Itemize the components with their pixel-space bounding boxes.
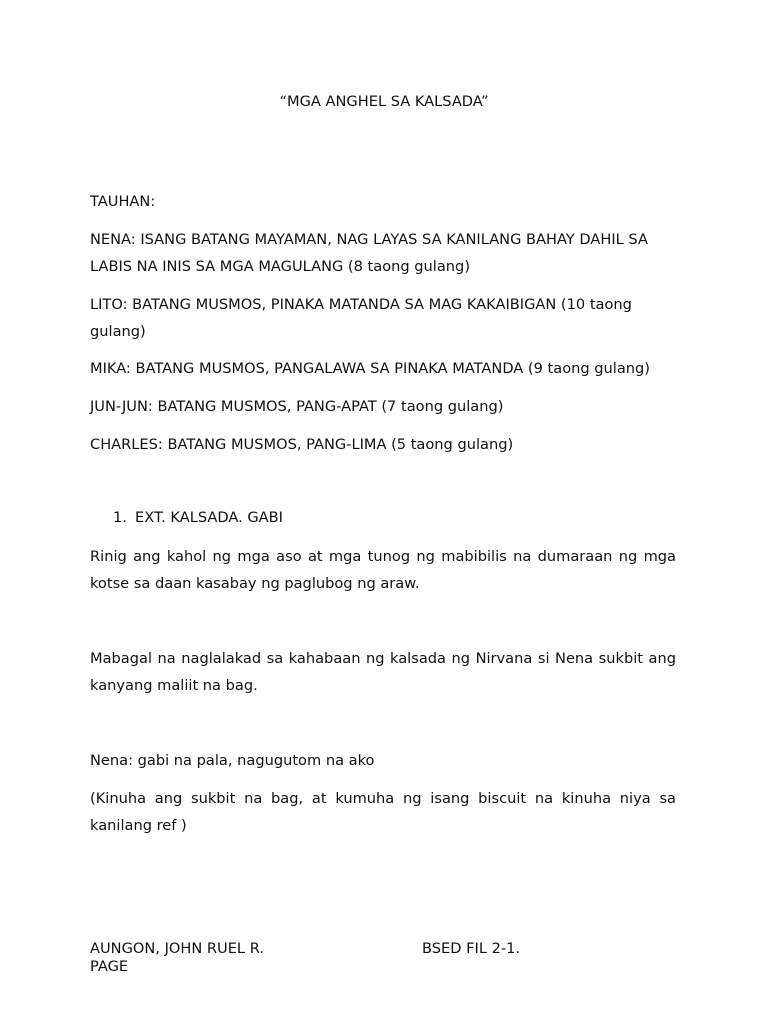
- dialogue-nena: Nena: gabi na pala, nagugutom na ako: [90, 752, 375, 769]
- cast-entry-nena: NENA: ISANG BATANG MAYAMAN, NAG LAYAS SA KANILANG BAHAY DAHIL SA LABIS NA INIS SA MGA MAGULANG (8 taong gulang): [90, 231, 648, 275]
- paragraph-action-biscuit: (Kinuha ang sukbit na bag, at kumuha ng isang biscuit na kinuha niya sa kanilang ref ): [90, 790, 676, 834]
- cast-entry-lito: LITO: BATANG MUSMOS, PINAKA MATANDA SA MAG KAKAIBIGAN (10 taong gulang): [90, 296, 632, 340]
- footer-section: BSED FIL 2-1.: [422, 940, 521, 957]
- paragraph-action-nena: Mabagal na naglalakad sa kahabaan ng kalsada ng Nirvana si Nena sukbit ang kanyang maliit na bag.: [90, 650, 676, 694]
- cast-entry-charles: CHARLES: BATANG MUSMOS, PANG-LIMA (5 taong gulang): [90, 436, 514, 453]
- scene-heading: [113, 508, 283, 528]
- scene-heading-text: EXT. KALSADA. GABI: [135, 509, 283, 526]
- scene-number: 1.: [113, 509, 127, 526]
- cast-entry-mika: MIKA: BATANG MUSMOS, PANGALAWA SA PINAKA MATANDA (9 taong gulang): [90, 360, 651, 377]
- cast-heading: TAUHAN:: [90, 193, 156, 210]
- footer-page-label: PAGE: [90, 958, 129, 975]
- footer-author: AUNGON, JOHN RUEL R.: [90, 940, 264, 957]
- paragraph-setting: Rinig ang kahol ng mga aso at mga tunog ng mabibilis na dumaraan ng mga kotse sa daan kasabay ng paglubog ng araw.: [90, 548, 676, 592]
- document-title: “MGA ANGHEL SA KALSADA”: [279, 93, 489, 110]
- footer-left: [90, 940, 264, 976]
- cast-entry-jun-jun: JUN-JUN: BATANG MUSMOS, PANG-APAT (7 taong gulang): [90, 398, 504, 415]
